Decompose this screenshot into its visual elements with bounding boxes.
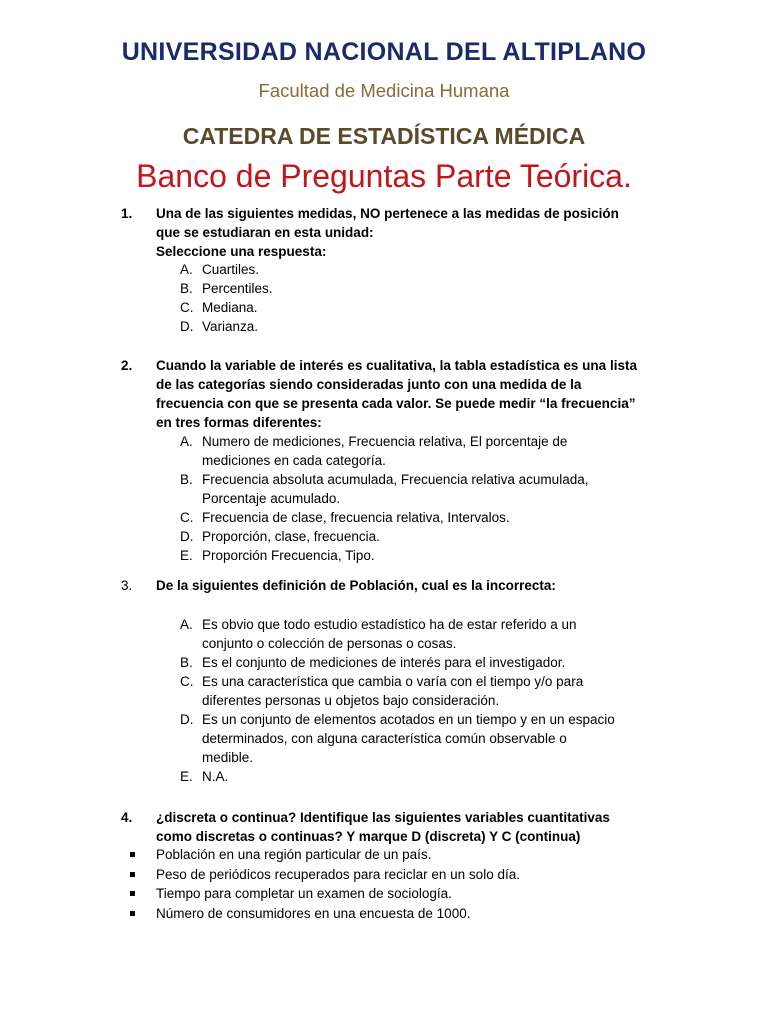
bullet-text: Tiempo para completar un examen de sociología. <box>156 886 452 901</box>
question-number: 1. <box>121 206 133 221</box>
option-c <box>180 508 650 527</box>
question-line: Cuando la variable de interés es cualitativa, la tabla estadística es una lista <box>156 358 637 373</box>
square-bullet-icon <box>130 911 135 916</box>
option-text: determinados, con alguna característica común observable o <box>202 731 567 746</box>
option-b <box>180 653 650 672</box>
option-e <box>180 767 650 786</box>
catedra-title: CATEDRA DE ESTADÍSTICA MÉDICA <box>182 123 586 149</box>
question-line: Seleccione una respuesta: <box>156 244 327 259</box>
document-title: Banco de Preguntas Parte Teórica. <box>136 158 632 194</box>
question-line: de las categorías siendo consideradas junto con una medida de la <box>156 377 582 392</box>
question-line: ¿discreta o continua? Identifique las siguientes variables cuantitativas <box>156 810 610 825</box>
question-text <box>156 576 656 595</box>
square-bullet-icon <box>130 891 135 896</box>
option-text: Frecuencia absoluta acumulada, Frecuencia relativa acumulada, <box>202 472 589 487</box>
university-name: UNIVERSIDAD NACIONAL DEL ALTIPLANO <box>121 38 647 66</box>
option-d <box>180 527 650 546</box>
option-b <box>180 470 650 508</box>
option-a <box>180 615 650 653</box>
option-letter: B. <box>180 472 193 487</box>
option-text: Cuartiles. <box>202 262 260 277</box>
question-1-options <box>180 260 650 336</box>
list-item <box>128 865 648 885</box>
option-letter: A. <box>180 617 193 632</box>
question-number: 2. <box>121 358 133 373</box>
option-text: Es el conjunto de mediciones de interés para el investigador. <box>202 655 566 670</box>
option-d <box>180 317 650 336</box>
option-text: Porcentaje acumulado. <box>202 491 341 506</box>
option-a <box>180 260 650 279</box>
square-bullet-icon <box>130 872 135 877</box>
question-number: 4. <box>121 810 133 825</box>
bullet-text: Peso de periódicos recuperados para reciclar en un solo día. <box>156 866 520 882</box>
option-letter: E. <box>180 769 193 784</box>
bullet-text: Población en una región particular de un país. <box>156 847 432 862</box>
question-line: en tres formas diferentes: <box>156 415 322 430</box>
option-text: Proporción, clase, frecuencia. <box>202 529 380 544</box>
bullet-text: Número de consumidores en una encuesta de 1000. <box>156 905 471 921</box>
option-text: diferentes personas u objetos bajo consideración. <box>202 693 500 708</box>
option-text: Frecuencia de clase, frecuencia relativa, Intervalos. <box>202 510 510 525</box>
option-text: Numero de mediciones, Frecuencia relativa, El porcentaje de <box>202 434 568 449</box>
question-line: que se estudiaran en esta unidad: <box>156 225 374 240</box>
question-number: 3. <box>121 578 133 593</box>
question-4-bullets <box>128 845 648 923</box>
question-line: De la siguientes definición de Población, cual es la incorrecta: <box>156 578 556 593</box>
option-letter: C. <box>180 674 194 689</box>
option-text: Es una característica que cambia o varía con el tiempo y/o para <box>202 674 584 689</box>
faculty-name: Facultad de Medicina Humana <box>258 80 510 101</box>
option-letter: C. <box>180 510 194 525</box>
option-text: N.A. <box>202 769 229 784</box>
question-text <box>156 204 656 261</box>
list-item <box>128 884 648 904</box>
option-text: Es un conjunto de elementos acotados en un tiempo y en un espacio <box>202 712 615 727</box>
question-text <box>156 808 656 846</box>
question-2-options <box>180 432 650 565</box>
option-letter: A. <box>180 434 193 449</box>
option-letter: A. <box>180 262 193 277</box>
question-line: como discretas o continuas? Y marque D (discreta) Y C (continua) <box>156 829 581 844</box>
option-text: Proporción Frecuencia, Tipo. <box>202 548 375 563</box>
list-item <box>128 845 648 865</box>
question-text <box>156 356 656 432</box>
option-a <box>180 432 650 470</box>
option-letter: D. <box>180 712 194 727</box>
option-text: conjunto o colección de personas o cosas. <box>202 636 457 651</box>
question-line: frecuencia con que se presenta cada valor. Se puede medir “la frecuencia” <box>156 396 636 411</box>
option-text: Es obvio que todo estudio estadístico ha de estar referido a un <box>202 617 577 632</box>
option-b <box>180 279 650 298</box>
option-letter: B. <box>180 281 193 296</box>
question-line: Una de las siguientes medidas, NO pertenece a las medidas de posición <box>156 206 619 221</box>
option-text: Mediana. <box>202 300 258 315</box>
square-bullet-icon <box>130 852 135 857</box>
option-letter: D. <box>180 319 194 334</box>
option-letter: D. <box>180 529 194 544</box>
option-letter: E. <box>180 548 193 563</box>
option-e <box>180 546 650 565</box>
question-3-options <box>180 615 650 786</box>
option-c <box>180 298 650 317</box>
option-letter: B. <box>180 655 193 670</box>
option-c <box>180 672 650 710</box>
option-text: Percentiles. <box>202 281 273 296</box>
option-letter: C. <box>180 300 194 315</box>
option-text: mediciones en cada categoría. <box>202 453 386 468</box>
option-d <box>180 710 650 767</box>
list-item <box>128 904 648 924</box>
option-text: medible. <box>202 750 254 765</box>
option-text: Varianza. <box>202 319 259 334</box>
